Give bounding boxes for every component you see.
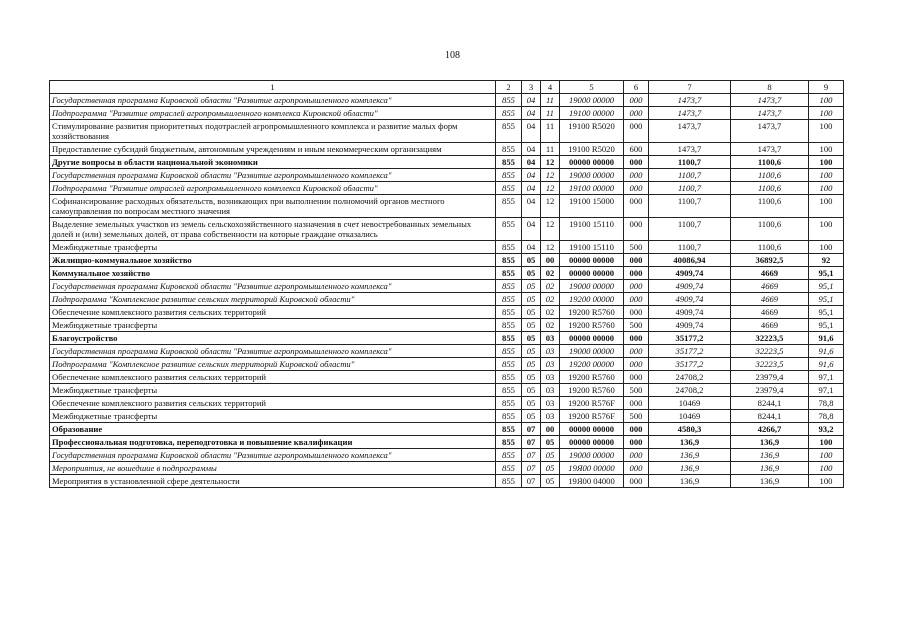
row-name-cell: Государственная программа Кировской области "Развитие агропромышленного комплекса"	[50, 449, 496, 462]
row-name-cell: Софинансирование расходных обязательств, возникающих при выполнении полномочий органов местного самоуправления по вопросам местного значения	[50, 195, 496, 218]
row-name-cell: Стимулирование развития приоритетных подотраслей агропромышленного комплекса и развитие малых форм хозяйствования	[50, 120, 496, 143]
section-cell: 07	[522, 475, 541, 488]
subsection-cell: 05	[541, 475, 560, 488]
subsection-cell: 05	[541, 449, 560, 462]
subsection-cell: 11	[541, 143, 560, 156]
table-row	[50, 293, 844, 306]
expense-type-cell: 600	[624, 143, 649, 156]
planned-amount-cell: 35177,2	[649, 345, 731, 358]
column-header-4: 4	[541, 81, 560, 94]
expense-type-cell: 000	[624, 156, 649, 169]
table-row	[50, 436, 844, 449]
row-name-cell: Государственная программа Кировской области "Развитие агропромышленного комплекса"	[50, 345, 496, 358]
table-row	[50, 169, 844, 182]
actual-amount-cell: 136,9	[731, 449, 809, 462]
subsection-cell: 12	[541, 195, 560, 218]
table-row	[50, 319, 844, 332]
section-cell: 05	[522, 345, 541, 358]
row-name-cell: Профессиональная подготовка, переподготовка и повышение квалификации	[50, 436, 496, 449]
column-header-6: 6	[624, 81, 649, 94]
target-article-cell: 00000 00000	[560, 423, 624, 436]
target-article-cell: 19100 R5020	[560, 143, 624, 156]
subsection-cell: 03	[541, 332, 560, 345]
percent-cell: 92	[809, 254, 844, 267]
actual-amount-cell: 1473,7	[731, 120, 809, 143]
subsection-cell: 05	[541, 436, 560, 449]
planned-amount-cell: 1473,7	[649, 120, 731, 143]
planned-amount-cell: 1100,7	[649, 218, 731, 241]
row-name-cell: Межбюджетные трансферты	[50, 319, 496, 332]
code-ved-cell: 855	[496, 94, 522, 107]
expense-type-cell: 000	[624, 332, 649, 345]
expense-type-cell: 000	[624, 182, 649, 195]
actual-amount-cell: 136,9	[731, 462, 809, 475]
expense-type-cell: 000	[624, 195, 649, 218]
planned-amount-cell: 4580,3	[649, 423, 731, 436]
expense-type-cell: 000	[624, 436, 649, 449]
table-row	[50, 358, 844, 371]
table-row	[50, 94, 844, 107]
target-article-cell: 19200 R5760	[560, 371, 624, 384]
percent-cell: 93,2	[809, 423, 844, 436]
actual-amount-cell: 23979,4	[731, 384, 809, 397]
code-ved-cell: 855	[496, 345, 522, 358]
code-ved-cell: 855	[496, 241, 522, 254]
expense-type-cell: 000	[624, 306, 649, 319]
target-article-cell: 19100 R5020	[560, 120, 624, 143]
table-row	[50, 397, 844, 410]
subsection-cell: 12	[541, 241, 560, 254]
actual-amount-cell: 36892,5	[731, 254, 809, 267]
row-name-cell: Межбюджетные трансферты	[50, 410, 496, 423]
target-article-cell: 19100 00000	[560, 182, 624, 195]
percent-cell: 97,1	[809, 384, 844, 397]
planned-amount-cell: 4909,74	[649, 293, 731, 306]
code-ved-cell: 855	[496, 449, 522, 462]
planned-amount-cell: 10469	[649, 410, 731, 423]
percent-cell: 78,8	[809, 397, 844, 410]
planned-amount-cell: 136,9	[649, 449, 731, 462]
actual-amount-cell: 32223,5	[731, 345, 809, 358]
percent-cell: 91,6	[809, 332, 844, 345]
percent-cell: 91,6	[809, 358, 844, 371]
actual-amount-cell: 4266,7	[731, 423, 809, 436]
row-name-cell: Коммунальное хозяйство	[50, 267, 496, 280]
section-cell: 04	[522, 169, 541, 182]
actual-amount-cell: 4669	[731, 306, 809, 319]
row-name-cell: Образование	[50, 423, 496, 436]
percent-cell: 100	[809, 241, 844, 254]
target-article-cell: 19000 00000	[560, 449, 624, 462]
expense-type-cell: 000	[624, 169, 649, 182]
planned-amount-cell: 4909,74	[649, 306, 731, 319]
code-ved-cell: 855	[496, 195, 522, 218]
target-article-cell: 00000 00000	[560, 332, 624, 345]
code-ved-cell: 855	[496, 254, 522, 267]
subsection-cell: 02	[541, 319, 560, 332]
target-article-cell: 19200 R5760	[560, 319, 624, 332]
section-cell: 05	[522, 280, 541, 293]
percent-cell: 100	[809, 169, 844, 182]
section-cell: 04	[522, 94, 541, 107]
table-row	[50, 410, 844, 423]
table-row	[50, 267, 844, 280]
subsection-cell: 00	[541, 423, 560, 436]
column-header-2: 2	[496, 81, 522, 94]
planned-amount-cell: 1100,7	[649, 182, 731, 195]
actual-amount-cell: 136,9	[731, 475, 809, 488]
subsection-cell: 03	[541, 410, 560, 423]
page-number: 108	[445, 50, 460, 61]
actual-amount-cell: 1100,6	[731, 195, 809, 218]
row-name-cell: Обеспечение комплексного развития сельских территорий	[50, 371, 496, 384]
percent-cell: 100	[809, 143, 844, 156]
subsection-cell: 05	[541, 462, 560, 475]
subsection-cell: 12	[541, 156, 560, 169]
percent-cell: 100	[809, 436, 844, 449]
actual-amount-cell: 23979,4	[731, 371, 809, 384]
section-cell: 04	[522, 143, 541, 156]
code-ved-cell: 855	[496, 462, 522, 475]
subsection-cell: 11	[541, 120, 560, 143]
target-article-cell: 19200 R5760	[560, 384, 624, 397]
planned-amount-cell: 4909,74	[649, 267, 731, 280]
actual-amount-cell: 32223,5	[731, 358, 809, 371]
section-cell: 05	[522, 306, 541, 319]
row-name-cell: Государственная программа Кировской области "Развитие агропромышленного комплекса"	[50, 94, 496, 107]
row-name-cell: Другие вопросы в области национальной экономики	[50, 156, 496, 169]
actual-amount-cell: 1473,7	[731, 94, 809, 107]
row-name-cell: Государственная программа Кировской области "Развитие агропромышленного комплекса"	[50, 169, 496, 182]
column-header-5: 5	[560, 81, 624, 94]
row-name-cell: Предоставление субсидий бюджетным, автономным учреждениям и иным некоммерческим организациям	[50, 143, 496, 156]
actual-amount-cell: 1473,7	[731, 107, 809, 120]
section-cell: 07	[522, 462, 541, 475]
section-cell: 04	[522, 195, 541, 218]
section-cell: 05	[522, 293, 541, 306]
actual-amount-cell: 4669	[731, 293, 809, 306]
code-ved-cell: 855	[496, 410, 522, 423]
planned-amount-cell: 1473,7	[649, 94, 731, 107]
table-row	[50, 423, 844, 436]
column-header-1: 1	[50, 81, 496, 94]
actual-amount-cell: 1100,6	[731, 156, 809, 169]
planned-amount-cell: 35177,2	[649, 358, 731, 371]
actual-amount-cell: 4669	[731, 280, 809, 293]
expense-type-cell: 500	[624, 410, 649, 423]
planned-amount-cell: 136,9	[649, 436, 731, 449]
code-ved-cell: 855	[496, 218, 522, 241]
code-ved-cell: 855	[496, 436, 522, 449]
table-header-row	[50, 81, 844, 94]
subsection-cell: 11	[541, 94, 560, 107]
percent-cell: 100	[809, 120, 844, 143]
expense-type-cell: 000	[624, 358, 649, 371]
expense-type-cell: 000	[624, 107, 649, 120]
actual-amount-cell: 1100,6	[731, 218, 809, 241]
planned-amount-cell: 1100,7	[649, 241, 731, 254]
target-article-cell: 19000 00000	[560, 94, 624, 107]
percent-cell: 95,1	[809, 306, 844, 319]
subsection-cell: 03	[541, 358, 560, 371]
actual-amount-cell: 1473,7	[731, 143, 809, 156]
percent-cell: 95,1	[809, 293, 844, 306]
expense-type-cell: 000	[624, 423, 649, 436]
target-article-cell: 00000 00000	[560, 254, 624, 267]
target-article-cell: 19200 R5760	[560, 306, 624, 319]
subsection-cell: 03	[541, 384, 560, 397]
target-article-cell: 19100 00000	[560, 107, 624, 120]
section-cell: 05	[522, 410, 541, 423]
target-article-cell: 00000 00000	[560, 436, 624, 449]
code-ved-cell: 855	[496, 306, 522, 319]
subsection-cell: 02	[541, 306, 560, 319]
percent-cell: 100	[809, 195, 844, 218]
code-ved-cell: 855	[496, 143, 522, 156]
expense-type-cell: 000	[624, 475, 649, 488]
code-ved-cell: 855	[496, 156, 522, 169]
target-article-cell: 00000 00000	[560, 267, 624, 280]
section-cell: 05	[522, 397, 541, 410]
code-ved-cell: 855	[496, 293, 522, 306]
code-ved-cell: 855	[496, 397, 522, 410]
planned-amount-cell: 1473,7	[649, 107, 731, 120]
expense-type-cell: 000	[624, 397, 649, 410]
section-cell: 05	[522, 332, 541, 345]
code-ved-cell: 855	[496, 169, 522, 182]
section-cell: 05	[522, 254, 541, 267]
actual-amount-cell: 4669	[731, 319, 809, 332]
column-header-7: 7	[649, 81, 731, 94]
planned-amount-cell: 40086,94	[649, 254, 731, 267]
percent-cell: 100	[809, 94, 844, 107]
section-cell: 07	[522, 449, 541, 462]
row-name-cell: Обеспечение комплексного развития сельских территорий	[50, 397, 496, 410]
planned-amount-cell: 136,9	[649, 462, 731, 475]
expense-type-cell: 500	[624, 241, 649, 254]
table-row	[50, 345, 844, 358]
expense-type-cell: 500	[624, 384, 649, 397]
row-name-cell: Межбюджетные трансферты	[50, 384, 496, 397]
table-row	[50, 280, 844, 293]
target-article-cell: 19100 15110	[560, 241, 624, 254]
percent-cell: 100	[809, 182, 844, 195]
subsection-cell: 02	[541, 293, 560, 306]
code-ved-cell: 855	[496, 332, 522, 345]
row-name-cell: Подпрограмма "Развитие отраслей агропромышленного комплекса Кировской области"	[50, 182, 496, 195]
target-article-cell: 19200 00000	[560, 293, 624, 306]
expense-type-cell: 000	[624, 94, 649, 107]
table-row	[50, 475, 844, 488]
row-name-cell: Подпрограмма "Комплексное развитие сельских территорий Кировской области"	[50, 358, 496, 371]
target-article-cell: 19Я00 00000	[560, 462, 624, 475]
planned-amount-cell: 35177,2	[649, 332, 731, 345]
target-article-cell: 19200 R576F	[560, 410, 624, 423]
code-ved-cell: 855	[496, 120, 522, 143]
row-name-cell: Обеспечение комплексного развития сельских территорий	[50, 306, 496, 319]
planned-amount-cell: 4909,74	[649, 319, 731, 332]
subsection-cell: 02	[541, 267, 560, 280]
percent-cell: 95,1	[809, 280, 844, 293]
percent-cell: 95,1	[809, 267, 844, 280]
section-cell: 04	[522, 120, 541, 143]
table-row	[50, 218, 844, 241]
expense-type-cell: 000	[624, 280, 649, 293]
actual-amount-cell: 1100,6	[731, 182, 809, 195]
expense-type-cell: 000	[624, 254, 649, 267]
expense-type-cell: 000	[624, 345, 649, 358]
table-row	[50, 120, 844, 143]
actual-amount-cell: 1100,6	[731, 241, 809, 254]
table-row	[50, 143, 844, 156]
table-row	[50, 107, 844, 120]
table-row	[50, 462, 844, 475]
table-row	[50, 241, 844, 254]
column-header-8: 8	[731, 81, 809, 94]
row-name-cell: Межбюджетные трансферты	[50, 241, 496, 254]
percent-cell: 100	[809, 218, 844, 241]
table-row	[50, 254, 844, 267]
percent-cell: 97,1	[809, 371, 844, 384]
subsection-cell: 03	[541, 397, 560, 410]
subsection-cell: 00	[541, 254, 560, 267]
subsection-cell: 12	[541, 169, 560, 182]
section-cell: 04	[522, 182, 541, 195]
subsection-cell: 12	[541, 182, 560, 195]
table-row	[50, 332, 844, 345]
table-row	[50, 371, 844, 384]
row-name-cell: Подпрограмма "Развитие отраслей агропромышленного комплекса Кировской области"	[50, 107, 496, 120]
planned-amount-cell: 1100,7	[649, 156, 731, 169]
target-article-cell: 19000 00000	[560, 169, 624, 182]
row-name-cell: Выделение земельных участков из земель сельскохозяйственного назначения в счет невостребованных земельных долей и (или) земельных долей, от права собственности на которые граждане отказались	[50, 218, 496, 241]
percent-cell: 100	[809, 449, 844, 462]
section-cell: 07	[522, 436, 541, 449]
target-article-cell: 19100 15110	[560, 218, 624, 241]
expense-type-cell: 000	[624, 371, 649, 384]
target-article-cell: 19100 15000	[560, 195, 624, 218]
percent-cell: 100	[809, 475, 844, 488]
code-ved-cell: 855	[496, 358, 522, 371]
section-cell: 05	[522, 384, 541, 397]
section-cell: 04	[522, 241, 541, 254]
expense-type-cell: 000	[624, 449, 649, 462]
actual-amount-cell: 136,9	[731, 436, 809, 449]
percent-cell: 78,8	[809, 410, 844, 423]
subsection-cell: 03	[541, 371, 560, 384]
percent-cell: 91,6	[809, 345, 844, 358]
actual-amount-cell: 8244,1	[731, 410, 809, 423]
target-article-cell: 19000 00000	[560, 280, 624, 293]
code-ved-cell: 855	[496, 475, 522, 488]
planned-amount-cell: 10469	[649, 397, 731, 410]
target-article-cell: 19000 00000	[560, 345, 624, 358]
expense-type-cell: 000	[624, 462, 649, 475]
expense-type-cell: 000	[624, 218, 649, 241]
code-ved-cell: 855	[496, 267, 522, 280]
section-cell: 04	[522, 218, 541, 241]
section-cell: 04	[522, 156, 541, 169]
target-article-cell: 00000 00000	[560, 156, 624, 169]
target-article-cell: 19200 R576F	[560, 397, 624, 410]
actual-amount-cell: 4669	[731, 267, 809, 280]
code-ved-cell: 855	[496, 371, 522, 384]
planned-amount-cell: 136,9	[649, 475, 731, 488]
code-ved-cell: 855	[496, 182, 522, 195]
expense-type-cell: 000	[624, 293, 649, 306]
code-ved-cell: 855	[496, 107, 522, 120]
table-row	[50, 156, 844, 169]
row-name-cell: Благоустройство	[50, 332, 496, 345]
row-name-cell: Подпрограмма "Комплексное развитие сельских территорий Кировской области"	[50, 293, 496, 306]
percent-cell: 95,1	[809, 319, 844, 332]
target-article-cell: 19Я00 04000	[560, 475, 624, 488]
planned-amount-cell: 24708,2	[649, 371, 731, 384]
section-cell: 05	[522, 358, 541, 371]
expense-type-cell: 000	[624, 267, 649, 280]
code-ved-cell: 855	[496, 319, 522, 332]
planned-amount-cell: 1100,7	[649, 195, 731, 218]
actual-amount-cell: 32223,5	[731, 332, 809, 345]
section-cell: 05	[522, 319, 541, 332]
percent-cell: 100	[809, 107, 844, 120]
column-header-3: 3	[522, 81, 541, 94]
budget-table	[49, 80, 844, 488]
expense-type-cell: 500	[624, 319, 649, 332]
actual-amount-cell: 8244,1	[731, 397, 809, 410]
row-name-cell: Мероприятия в установленной сфере деятельности	[50, 475, 496, 488]
planned-amount-cell: 24708,2	[649, 384, 731, 397]
section-cell: 05	[522, 371, 541, 384]
table-row	[50, 195, 844, 218]
table-row	[50, 384, 844, 397]
subsection-cell: 12	[541, 218, 560, 241]
expense-type-cell: 000	[624, 120, 649, 143]
column-header-9: 9	[809, 81, 844, 94]
section-cell: 05	[522, 267, 541, 280]
code-ved-cell: 855	[496, 423, 522, 436]
subsection-cell: 02	[541, 280, 560, 293]
code-ved-cell: 855	[496, 384, 522, 397]
row-name-cell: Жилищно-коммунальное хозяйство	[50, 254, 496, 267]
section-cell: 04	[522, 107, 541, 120]
planned-amount-cell: 1100,7	[649, 169, 731, 182]
table-row	[50, 306, 844, 319]
subsection-cell: 03	[541, 345, 560, 358]
table-row	[50, 449, 844, 462]
section-cell: 07	[522, 423, 541, 436]
row-name-cell: Государственная программа Кировской области "Развитие агропромышленного комплекса"	[50, 280, 496, 293]
actual-amount-cell: 1100,6	[731, 169, 809, 182]
code-ved-cell: 855	[496, 280, 522, 293]
target-article-cell: 19200 00000	[560, 358, 624, 371]
planned-amount-cell: 4909,74	[649, 280, 731, 293]
table-row	[50, 182, 844, 195]
row-name-cell: Мероприятия, не вошедшие в подпрограммы	[50, 462, 496, 475]
planned-amount-cell: 1473,7	[649, 143, 731, 156]
percent-cell: 100	[809, 156, 844, 169]
subsection-cell: 11	[541, 107, 560, 120]
percent-cell: 100	[809, 462, 844, 475]
